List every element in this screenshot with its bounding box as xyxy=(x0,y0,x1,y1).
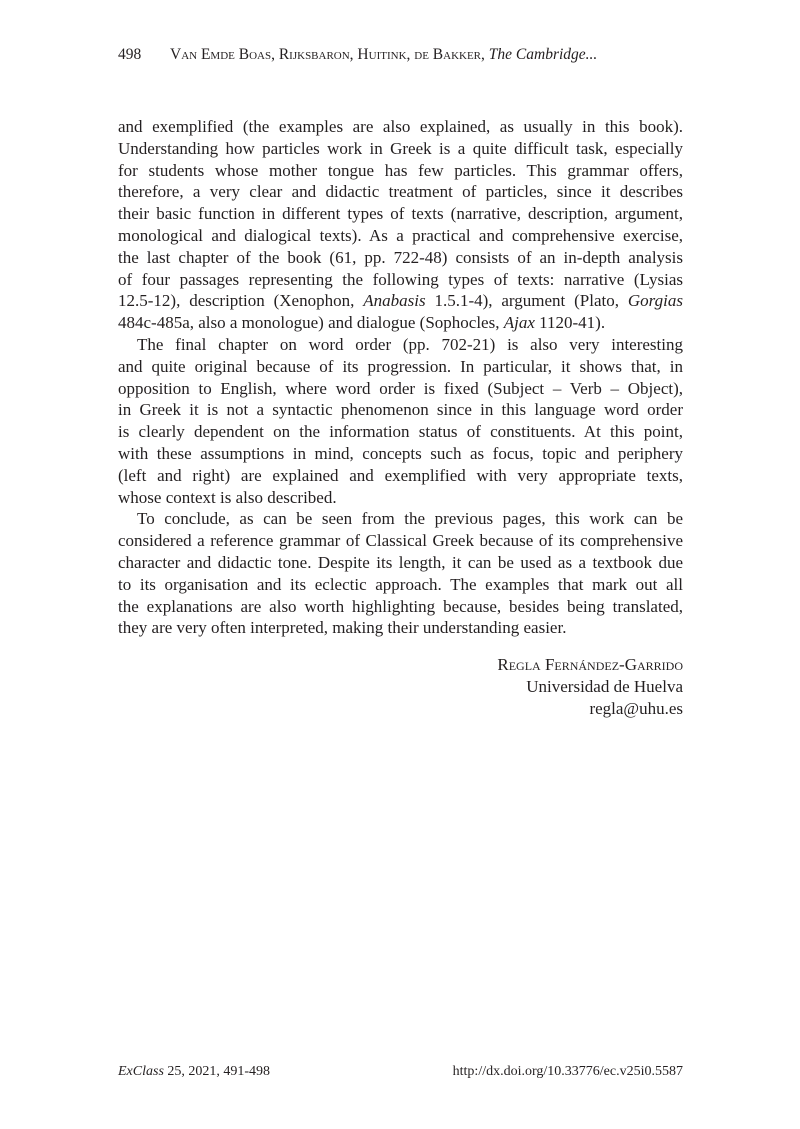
text-segment: whose context is also described. xyxy=(118,487,337,507)
text-line xyxy=(118,552,683,574)
text-line xyxy=(118,421,683,443)
text-line xyxy=(118,574,683,596)
doi-link[interactable]: http://dx.doi.org/10.33776/ec.v25i0.5587 xyxy=(452,1064,683,1079)
text-segment: character and didactic tone. Despite its length, it can be used as a textbook due xyxy=(118,552,683,572)
page-number: 498 xyxy=(118,46,142,63)
text-segment: opposition to English, where word order is fixed (Subject – Verb – Object), xyxy=(118,378,683,398)
text-segment: for students whose mother tongue has few particles. This grammar offers, xyxy=(118,160,683,180)
text-line xyxy=(118,596,683,618)
italic-title: Gorgias xyxy=(627,291,683,311)
text-line xyxy=(118,116,683,138)
text-segment: to its organisation and its eclectic approach. The examples that mark out all xyxy=(118,574,683,594)
text-line xyxy=(118,465,683,487)
text-segment: with these assumptions in mind, concepts such as focus, topic and periphery xyxy=(118,443,683,463)
journal-citation xyxy=(118,1064,270,1080)
text-segment: of four passages representing the following types of texts: narrative (Lysias xyxy=(118,269,683,289)
review-body xyxy=(118,116,683,639)
reviewer-affiliation: Universidad de Huelva xyxy=(526,676,683,696)
reviewer-email[interactable]: regla@uhu.es xyxy=(589,698,683,718)
text-line xyxy=(118,399,683,421)
text-segment: considered a reference grammar of Classical Greek because of its comprehensive xyxy=(118,531,683,551)
text-line xyxy=(118,203,683,225)
paragraph xyxy=(118,508,683,639)
reviewer-name: Regla Fernández-Garrido xyxy=(497,655,683,674)
text-line xyxy=(118,617,683,639)
text-segment: is clearly dependent on the information status of constituents. At this point, xyxy=(118,422,683,442)
text-line xyxy=(118,247,683,269)
text-segment: the last chapter of the book (61, pp. 722-48) consists of an in-depth analysis xyxy=(118,247,683,267)
text-line xyxy=(118,312,683,334)
text-segment: in Greek it is not a syntactic phenomenon since in this language word order xyxy=(118,400,683,420)
header-book-title: The Cambridge... xyxy=(488,46,598,63)
text-segment: (left and right) are explained and exemplified with very appropriate texts, xyxy=(118,465,683,485)
signature-block xyxy=(497,654,683,719)
text-segment: To conclude, as can be seen from the previous pages, this work can be xyxy=(137,509,683,529)
text-segment: 12.5-12), description (Xenophon, xyxy=(118,291,364,311)
header-authors: Van Emde Boas, Rijksbaron, Huitink, de Bakker, xyxy=(170,46,489,63)
text-segment: therefore, a very clear and didactic treatment of particles, since it describes xyxy=(118,182,683,202)
text-line xyxy=(118,334,683,356)
text-segment: 484c-485a, also a monologue) and dialogue (Sophocles, xyxy=(118,313,504,333)
text-segment: and quite original because of its progression. In particular, it shows that, in xyxy=(118,356,683,376)
text-line xyxy=(118,225,683,247)
paragraph xyxy=(118,116,683,334)
text-segment: their basic function in different types of texts (narrative, description, argument, xyxy=(118,204,683,224)
page-footer xyxy=(118,1064,683,1080)
text-segment: 1.5.1-4), argument (Plato, xyxy=(425,291,628,311)
text-segment: 1120-41). xyxy=(534,313,606,333)
text-line xyxy=(118,290,683,312)
text-line xyxy=(118,138,683,160)
text-segment: the explanations are also worth highlighting because, besides being translated, xyxy=(118,596,683,616)
running-header xyxy=(118,46,597,64)
text-line xyxy=(118,269,683,291)
text-line xyxy=(118,378,683,400)
text-segment: The final chapter on word order (pp. 702-21) is also very interesting xyxy=(137,334,683,354)
text-segment: they are very often interpreted, making their understanding easier. xyxy=(118,618,567,638)
text-line xyxy=(118,487,683,509)
text-line xyxy=(118,181,683,203)
text-line xyxy=(118,508,683,530)
text-line xyxy=(118,160,683,182)
text-line xyxy=(118,530,683,552)
text-segment: Understanding how particles work in Greek is a quite difficult task, especially xyxy=(118,138,683,158)
journal-name: ExClass xyxy=(118,1064,164,1079)
paragraph xyxy=(118,334,683,508)
text-segment: monological and dialogical texts). As a practical and comprehensive exercise, xyxy=(118,225,683,245)
text-line xyxy=(118,443,683,465)
italic-title: Anabasis xyxy=(363,291,426,311)
italic-title: Ajax xyxy=(503,313,535,333)
citation-details: 25, 2021, 491-498 xyxy=(163,1064,271,1079)
text-segment: and exemplified (the examples are also explained, as usually in this book). xyxy=(118,117,683,136)
text-line xyxy=(118,356,683,378)
